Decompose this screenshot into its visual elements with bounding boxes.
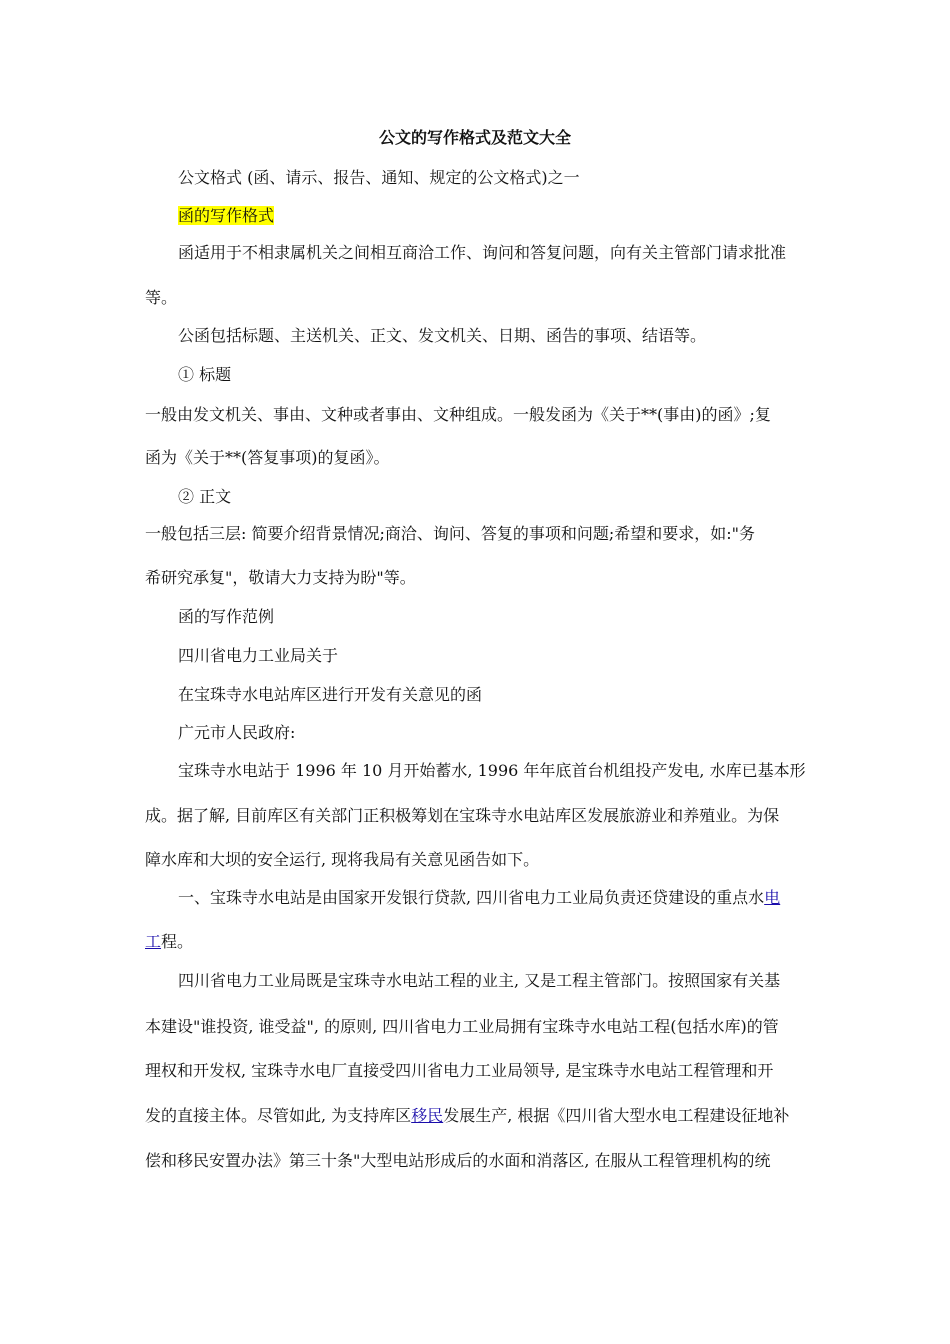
paragraph-3-line-2: 函为《关于**(答复事项)的复函》。	[145, 448, 390, 467]
paragraph-6-line-1	[178, 886, 780, 910]
paragraph-4-line-2: 希研究承复"，敬请大力支持为盼"等。	[145, 568, 416, 587]
example-title-line-1: 四川省电力工业局关于	[178, 646, 339, 665]
paragraph-3-line-1: 一般由发文机关、事由、文种或者事由、文种组成。一般发函为《关于**(事由)的函》;复	[145, 405, 771, 424]
item-title-heading: ① 标题	[178, 365, 232, 384]
item-body-heading: ② 正文	[178, 487, 232, 506]
document-title: 公文的写作格式及范文大全	[378, 128, 571, 147]
paragraph-6-end: 程。	[161, 932, 194, 951]
link-dian[interactable]: 电	[764, 888, 781, 907]
paragraph-1-line-2: 等。	[145, 288, 178, 307]
link-gong[interactable]: 工	[145, 932, 162, 951]
paragraph-6-line-2	[145, 930, 193, 954]
paragraph-1-line-1: 函适用于不相隶属机关之间相互商洽工作、询问和答复问题，向有关主管部门请求批准	[178, 243, 787, 262]
paragraph-7-line-5: 偿和移民安置办法》第三十条"大型电站形成后的水面和消落区, 在服从工程管理机构的统	[145, 1151, 771, 1170]
paragraph-6-text: 一、宝珠寺水电站是由国家开发银行贷款, 四川省电力工业局负责还贷建设的重点水	[178, 888, 765, 907]
link-yimin[interactable]: 移民	[411, 1106, 444, 1125]
subtitle: 公文格式 (函、请示、报告、通知、规定的公文格式)之一	[178, 168, 580, 187]
paragraph-5-line-1: 宝珠寺水电站于 1996 年 10 月开始蓄水, 1996 年年底首台机组投产发电, 水库已基本形	[178, 761, 806, 780]
paragraph-7-line-3: 理权和开发权, 宝珠寺水电厂直接受四川省电力工业局领导, 是宝珠寺水电站工程管理和开	[145, 1061, 774, 1080]
paragraph-7-post: 发展生产, 根据《四川省大型水电工程建设征地补	[443, 1106, 790, 1125]
section-heading	[178, 204, 274, 228]
example-title-line-2: 在宝珠寺水电站库区进行开发有关意见的函	[178, 685, 483, 704]
paragraph-7-line-4	[145, 1104, 789, 1128]
highlighted-heading: 函的写作格式	[178, 206, 275, 225]
example-heading: 函的写作范例	[178, 607, 275, 626]
paragraph-7-line-1: 四川省电力工业局既是宝珠寺水电站工程的业主, 又是工程主管部门。按照国家有关基	[178, 971, 781, 990]
paragraph-7-pre: 发的直接主体。尽管如此, 为支持库区	[145, 1106, 412, 1125]
paragraph-5-line-2: 成。据了解, 目前库区有关部门正积极筹划在宝珠寺水电站库区发展旅游业和养殖业。为保	[145, 806, 780, 825]
paragraph-4-line-1: 一般包括三层: 简要介绍背景情况;商洽、询问、答复的事项和问题;希望和要求，如:"务	[145, 524, 756, 543]
paragraph-5-line-3: 障水库和大坝的安全运行, 现将我局有关意见函告如下。	[145, 850, 540, 869]
paragraph-2: 公函包括标题、主送机关、正文、发文机关、日期、函告的事项、结语等。	[178, 326, 707, 345]
addressee: 广元市人民政府:	[178, 723, 296, 742]
paragraph-7-line-2: 本建设"谁投资, 谁受益", 的原则, 四川省电力工业局拥有宝珠寺水电站工程(包括水库)的管	[145, 1017, 779, 1036]
